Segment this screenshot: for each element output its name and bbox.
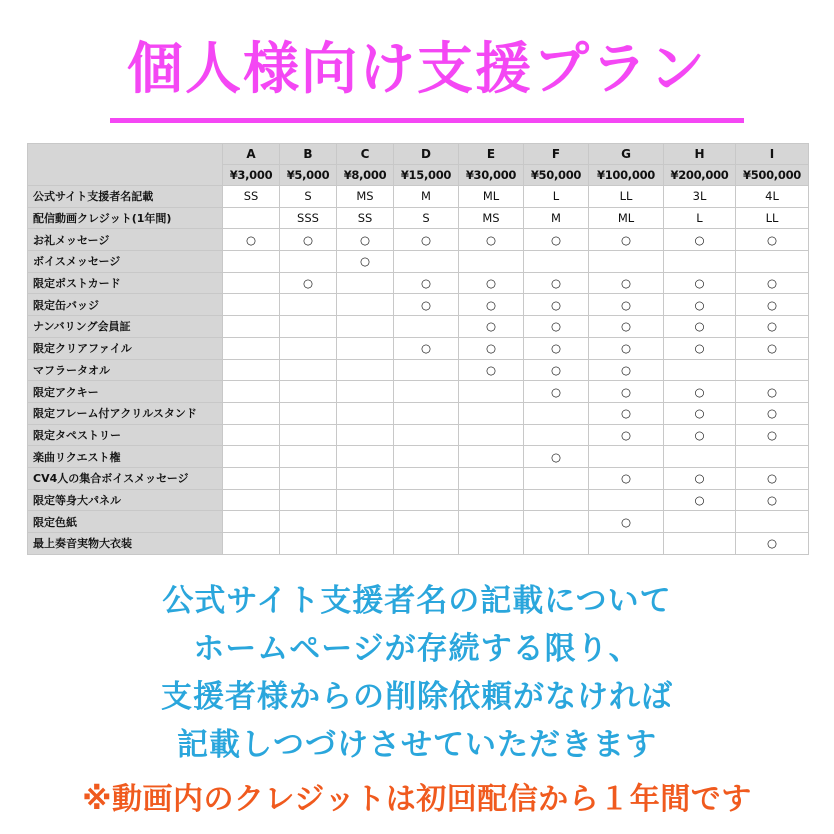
table-cell: [223, 251, 280, 273]
table-cell: [459, 467, 524, 489]
included-mark: ○: [589, 467, 664, 489]
table-cell: [223, 446, 280, 468]
table-corner: [28, 144, 223, 186]
table-cell: [280, 359, 337, 381]
included-mark: ○: [589, 229, 664, 251]
included-mark: ○: [664, 272, 736, 294]
table-cell: [524, 489, 589, 511]
plan-letter-a: A: [223, 144, 280, 165]
page-title: 個人様向け支援プラン: [127, 37, 707, 102]
plan-letter-i: I: [736, 144, 809, 165]
included-mark: ○: [524, 316, 589, 338]
included-mark: ○: [524, 272, 589, 294]
table-cell: [394, 533, 459, 555]
included-mark: ○: [736, 381, 809, 403]
table-row: [28, 489, 809, 511]
table-row: [28, 381, 809, 403]
benefit-label: 限定色紙: [28, 511, 223, 533]
table-cell: [524, 511, 589, 533]
table-cell: [337, 424, 394, 446]
table-cell: [337, 402, 394, 424]
table-cell: S: [280, 186, 337, 208]
included-mark: ○: [664, 337, 736, 359]
table-cell: [280, 489, 337, 511]
table-cell: [337, 446, 394, 468]
table-cell: [280, 402, 337, 424]
title-underline: [110, 118, 744, 123]
plan-letter-h: H: [664, 144, 736, 165]
included-mark: ○: [589, 316, 664, 338]
plan-price-a: ¥3,000: [223, 165, 280, 186]
table-row: [28, 207, 809, 229]
benefit-label: 限定クリアファイル: [28, 337, 223, 359]
note-line-2: ホームページが存続する限り、: [193, 631, 641, 667]
table-cell: 4L: [736, 186, 809, 208]
table-cell: [524, 424, 589, 446]
table-cell: SS: [337, 207, 394, 229]
table-cell: [459, 489, 524, 511]
table-cell: [736, 446, 809, 468]
included-mark: ○: [736, 467, 809, 489]
included-mark: ○: [664, 229, 736, 251]
benefit-label: 限定タペストリー: [28, 424, 223, 446]
table-cell: [664, 251, 736, 273]
table-cell: [280, 446, 337, 468]
included-mark: ○: [589, 272, 664, 294]
table-cell: [394, 511, 459, 533]
benefit-label: 限定フレーム付アクリルスタンド: [28, 402, 223, 424]
benefit-label: ナンバリング会員証: [28, 316, 223, 338]
included-mark: ○: [589, 294, 664, 316]
table-cell: [223, 467, 280, 489]
table-cell: [524, 402, 589, 424]
table-cell: [524, 467, 589, 489]
table-cell: M: [394, 186, 459, 208]
table-cell: [280, 337, 337, 359]
table-cell: LL: [736, 207, 809, 229]
table-row: [28, 337, 809, 359]
table-row: [28, 446, 809, 468]
table-cell: [223, 207, 280, 229]
included-mark: ○: [589, 511, 664, 533]
included-mark: ○: [664, 316, 736, 338]
included-mark: ○: [280, 272, 337, 294]
note-line-3: 支援者様からの削除依頼がなければ: [161, 679, 673, 715]
included-mark: ○: [736, 294, 809, 316]
included-mark: ○: [524, 337, 589, 359]
included-mark: ○: [589, 337, 664, 359]
included-mark: ○: [394, 294, 459, 316]
table-cell: [223, 402, 280, 424]
table-cell: [664, 511, 736, 533]
included-mark: ○: [664, 402, 736, 424]
table-cell: [394, 424, 459, 446]
included-mark: ○: [736, 316, 809, 338]
table-cell: SSS: [280, 207, 337, 229]
table-row: [28, 186, 809, 208]
plan-price-c: ¥8,000: [337, 165, 394, 186]
included-mark: ○: [736, 337, 809, 359]
table-cell: [664, 359, 736, 381]
included-mark: ○: [337, 229, 394, 251]
table-cell: [394, 359, 459, 381]
table-cell: [337, 337, 394, 359]
table-row: [28, 511, 809, 533]
table-cell: [223, 489, 280, 511]
table-cell: [459, 511, 524, 533]
plan-price-g: ¥100,000: [589, 165, 664, 186]
included-mark: ○: [664, 424, 736, 446]
table-cell: [280, 381, 337, 403]
plan-price-h: ¥200,000: [664, 165, 736, 186]
plan-letter-c: C: [337, 144, 394, 165]
plan-price-e: ¥30,000: [459, 165, 524, 186]
table-cell: [736, 359, 809, 381]
included-mark: ○: [337, 251, 394, 273]
included-mark: ○: [394, 229, 459, 251]
table-row: [28, 533, 809, 555]
table-cell: [459, 446, 524, 468]
included-mark: ○: [664, 489, 736, 511]
included-mark: ○: [459, 359, 524, 381]
table-cell: [394, 467, 459, 489]
table-cell: [736, 251, 809, 273]
included-mark: ○: [223, 229, 280, 251]
table-cell: [223, 533, 280, 555]
table-row: [28, 251, 809, 273]
table-cell: L: [524, 186, 589, 208]
table-cell: [589, 533, 664, 555]
included-mark: ○: [664, 294, 736, 316]
plan-table-body: [28, 186, 809, 555]
table-row: [28, 467, 809, 489]
benefit-label: CV4人の集合ボイスメッセージ: [28, 467, 223, 489]
benefit-label: 限定等身大パネル: [28, 489, 223, 511]
table-cell: S: [394, 207, 459, 229]
included-mark: ○: [589, 402, 664, 424]
table-cell: [337, 294, 394, 316]
table-cell: L: [664, 207, 736, 229]
table-cell: [337, 489, 394, 511]
included-mark: ○: [524, 446, 589, 468]
included-mark: ○: [459, 316, 524, 338]
table-cell: 3L: [664, 186, 736, 208]
table-cell: [589, 446, 664, 468]
table-cell: [223, 424, 280, 446]
table-cell: [337, 467, 394, 489]
plan-letter-e: E: [459, 144, 524, 165]
table-cell: [223, 359, 280, 381]
table-cell: [337, 272, 394, 294]
plan-letter-d: D: [394, 144, 459, 165]
table-cell: [524, 251, 589, 273]
included-mark: ○: [459, 337, 524, 359]
table-cell: [280, 251, 337, 273]
table-cell: [524, 533, 589, 555]
table-cell: [664, 446, 736, 468]
included-mark: ○: [459, 272, 524, 294]
table-cell: LL: [589, 186, 664, 208]
table-cell: [223, 381, 280, 403]
table-cell: [459, 251, 524, 273]
table-row: [28, 316, 809, 338]
benefit-label: 楽曲リクエスト権: [28, 446, 223, 468]
table-cell: [459, 381, 524, 403]
benefit-label: 限定ポストカード: [28, 272, 223, 294]
table-cell: MS: [459, 207, 524, 229]
included-mark: ○: [736, 229, 809, 251]
plan-table: [27, 143, 809, 555]
table-row: [28, 229, 809, 251]
table-cell: [223, 272, 280, 294]
footnote: ※動画内のクレジットは初回配信から１年間です: [82, 782, 752, 817]
table-cell: MS: [337, 186, 394, 208]
table-cell: [280, 533, 337, 555]
table-cell: ML: [459, 186, 524, 208]
plan-letter-g: G: [589, 144, 664, 165]
included-mark: ○: [280, 229, 337, 251]
table-row: [28, 359, 809, 381]
table-cell: [394, 251, 459, 273]
table-cell: [459, 533, 524, 555]
table-cell: [337, 359, 394, 381]
included-mark: ○: [589, 424, 664, 446]
table-cell: M: [524, 207, 589, 229]
table-cell: [223, 294, 280, 316]
included-mark: ○: [736, 424, 809, 446]
table-cell: [337, 381, 394, 403]
table-cell: [337, 533, 394, 555]
table-row: [28, 272, 809, 294]
plan-price-d: ¥15,000: [394, 165, 459, 186]
included-mark: ○: [736, 272, 809, 294]
table-cell: [280, 294, 337, 316]
included-mark: ○: [459, 294, 524, 316]
plan-price-b: ¥5,000: [280, 165, 337, 186]
table-cell: [459, 402, 524, 424]
benefit-label: 公式サイト支援者名記載: [28, 186, 223, 208]
included-mark: ○: [459, 229, 524, 251]
benefit-label: マフラータオル: [28, 359, 223, 381]
included-mark: ○: [589, 359, 664, 381]
included-mark: ○: [736, 533, 809, 555]
included-mark: ○: [524, 359, 589, 381]
table-cell: [589, 489, 664, 511]
note-line-4: 記載しつづけさせていただきます: [177, 727, 657, 763]
included-mark: ○: [589, 381, 664, 403]
table-cell: [394, 402, 459, 424]
included-mark: ○: [664, 381, 736, 403]
table-row: [28, 424, 809, 446]
table-cell: [736, 511, 809, 533]
included-mark: ○: [524, 229, 589, 251]
table-cell: [337, 511, 394, 533]
table-cell: ML: [589, 207, 664, 229]
included-mark: ○: [664, 467, 736, 489]
table-cell: [589, 251, 664, 273]
table-row: [28, 294, 809, 316]
included-mark: ○: [394, 337, 459, 359]
table-cell: [337, 316, 394, 338]
plan-price-f: ¥50,000: [524, 165, 589, 186]
benefit-label: 配信動画クレジット(1年間): [28, 207, 223, 229]
table-cell: SS: [223, 186, 280, 208]
table-cell: [394, 446, 459, 468]
table-row: [28, 402, 809, 424]
table-cell: [223, 316, 280, 338]
included-mark: ○: [394, 272, 459, 294]
included-mark: ○: [524, 294, 589, 316]
table-cell: [280, 424, 337, 446]
included-mark: ○: [736, 489, 809, 511]
table-cell: [223, 337, 280, 359]
table-cell: [394, 316, 459, 338]
table-cell: [459, 424, 524, 446]
table-cell: [223, 511, 280, 533]
table-cell: [394, 489, 459, 511]
included-mark: ○: [736, 402, 809, 424]
benefit-label: ボイスメッセージ: [28, 251, 223, 273]
table-cell: [664, 533, 736, 555]
benefit-label: 限定缶バッジ: [28, 294, 223, 316]
plan-letter-row: [28, 144, 809, 165]
table-cell: [280, 511, 337, 533]
benefit-label: お礼メッセージ: [28, 229, 223, 251]
table-cell: [394, 381, 459, 403]
plan-letter-f: F: [524, 144, 589, 165]
plan-letter-b: B: [280, 144, 337, 165]
plan-price-i: ¥500,000: [736, 165, 809, 186]
included-mark: ○: [524, 381, 589, 403]
benefit-label: 最上奏音実物大衣装: [28, 533, 223, 555]
benefit-label: 限定アクキー: [28, 381, 223, 403]
table-cell: [280, 467, 337, 489]
table-cell: [280, 316, 337, 338]
note-line-1: 公式サイト支援者名の記載について: [162, 583, 672, 619]
